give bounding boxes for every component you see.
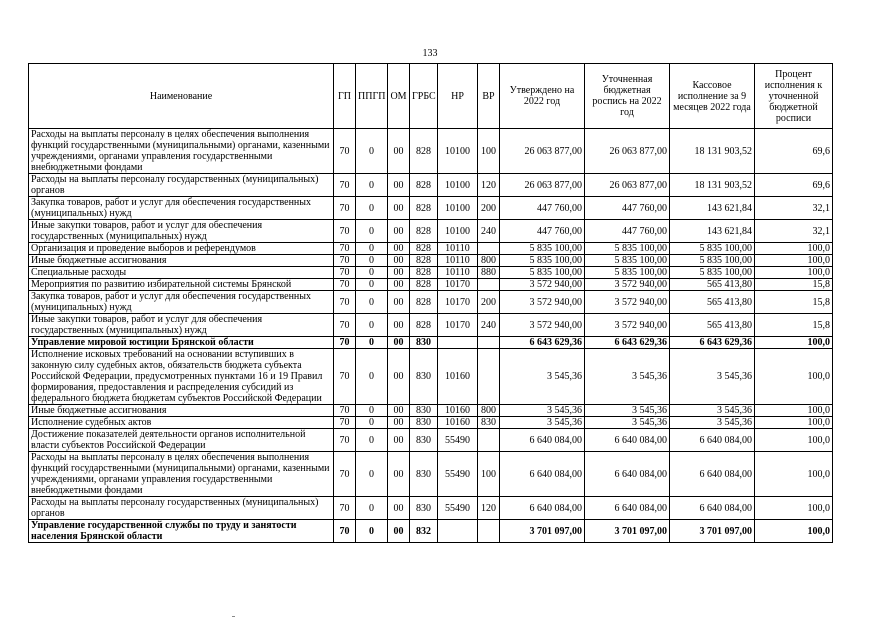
row-gp: 70 bbox=[334, 497, 356, 520]
row-name: Иные бюджетные ассигнования bbox=[29, 255, 334, 267]
row-nr: 55490 bbox=[438, 429, 478, 452]
row-ppgp: 0 bbox=[356, 314, 388, 337]
row-name: Мероприятия по развитию избирательной системы Брянской bbox=[29, 279, 334, 291]
row-percent: 32,1 bbox=[755, 220, 833, 243]
row-name: Расходы на выплаты персоналу государственных (муниципальных) органов bbox=[29, 174, 334, 197]
row-om: 00 bbox=[388, 429, 410, 452]
row-gp: 70 bbox=[334, 267, 356, 279]
row-percent: 15,8 bbox=[755, 291, 833, 314]
row-nr bbox=[438, 520, 478, 543]
row-nr: 10110 bbox=[438, 255, 478, 267]
row-om: 00 bbox=[388, 174, 410, 197]
row-refined-amount: 3 572 940,00 bbox=[585, 291, 670, 314]
row-gp: 70 bbox=[334, 279, 356, 291]
row-approved-amount: 5 835 100,00 bbox=[500, 243, 585, 255]
header-cash: Кассовое исполнение за 9 месяцев 2022 года bbox=[670, 64, 755, 129]
row-vr bbox=[478, 337, 500, 349]
row-gp: 70 bbox=[334, 129, 356, 174]
row-approved-amount: 5 835 100,00 bbox=[500, 255, 585, 267]
row-grbs: 828 bbox=[410, 291, 438, 314]
row-percent: 100,0 bbox=[755, 497, 833, 520]
row-gp: 70 bbox=[334, 255, 356, 267]
row-percent: 15,8 bbox=[755, 279, 833, 291]
row-ppgp: 0 bbox=[356, 220, 388, 243]
row-refined-amount: 3 545,36 bbox=[585, 349, 670, 405]
row-name: Исполнение исковых требований на основании вступивших в законную силу судебных актов, обязательств бюджета субъекта Российской Федерации, предусмотренных пунктами 16 и 19 Правил формирования, предоставления и распределения субсидий из федерального бюджета бюджетам субъектов Российской Федерации bbox=[29, 349, 334, 405]
row-vr: 100 bbox=[478, 452, 500, 497]
row-grbs: 830 bbox=[410, 429, 438, 452]
row-ppgp: 0 bbox=[356, 174, 388, 197]
row-vr: 120 bbox=[478, 174, 500, 197]
row-vr: 800 bbox=[478, 405, 500, 417]
row-name: Иные закупки товаров, работ и услуг для обеспечения государственных (муниципальных) нужд bbox=[29, 220, 334, 243]
row-refined-amount: 6 640 084,00 bbox=[585, 452, 670, 497]
row-vr bbox=[478, 243, 500, 255]
row-percent: 100,0 bbox=[755, 267, 833, 279]
row-refined-amount: 6 640 084,00 bbox=[585, 429, 670, 452]
row-om: 00 bbox=[388, 255, 410, 267]
row-name: Расходы на выплаты персоналу в целях обеспечения выполнения функций государственными (муниципальными) органами, казенными учреждениями, органами управления государственными внебюджетными фондами bbox=[29, 452, 334, 497]
row-ppgp: 0 bbox=[356, 279, 388, 291]
table-row bbox=[29, 452, 833, 497]
header-name: Наименование bbox=[29, 64, 334, 129]
header-om: ОМ bbox=[388, 64, 410, 129]
row-om: 00 bbox=[388, 314, 410, 337]
row-ppgp: 0 bbox=[356, 497, 388, 520]
header-gp: ГП bbox=[334, 64, 356, 129]
row-refined-amount: 3 545,36 bbox=[585, 405, 670, 417]
row-gp: 70 bbox=[334, 452, 356, 497]
row-nr: 10110 bbox=[438, 267, 478, 279]
row-name: Управление мировой юстиции Брянской области bbox=[29, 337, 334, 349]
row-ppgp: 0 bbox=[356, 255, 388, 267]
row-ppgp: 0 bbox=[356, 129, 388, 174]
row-approved-amount: 447 760,00 bbox=[500, 220, 585, 243]
row-grbs: 828 bbox=[410, 267, 438, 279]
table-row bbox=[29, 314, 833, 337]
row-approved-amount: 26 063 877,00 bbox=[500, 174, 585, 197]
header-refined: Уточненная бюджетная роспись на 2022 год bbox=[585, 64, 670, 129]
row-cash-amount: 6 643 629,36 bbox=[670, 337, 755, 349]
row-om: 00 bbox=[388, 129, 410, 174]
row-nr: 10100 bbox=[438, 174, 478, 197]
row-gp: 70 bbox=[334, 405, 356, 417]
header-nr: НР bbox=[438, 64, 478, 129]
row-vr: 800 bbox=[478, 255, 500, 267]
row-cash-amount: 565 413,80 bbox=[670, 279, 755, 291]
row-om: 00 bbox=[388, 291, 410, 314]
row-approved-amount: 3 545,36 bbox=[500, 405, 585, 417]
row-refined-amount: 5 835 100,00 bbox=[585, 267, 670, 279]
row-nr: 55490 bbox=[438, 452, 478, 497]
row-gp: 70 bbox=[334, 429, 356, 452]
row-grbs: 830 bbox=[410, 405, 438, 417]
row-percent: 100,0 bbox=[755, 243, 833, 255]
row-vr: 240 bbox=[478, 220, 500, 243]
row-percent: 32,1 bbox=[755, 197, 833, 220]
row-refined-amount: 3 701 097,00 bbox=[585, 520, 670, 543]
row-gp: 70 bbox=[334, 220, 356, 243]
row-gp: 70 bbox=[334, 337, 356, 349]
row-nr: 10100 bbox=[438, 129, 478, 174]
row-om: 00 bbox=[388, 417, 410, 429]
row-percent: 100,0 bbox=[755, 452, 833, 497]
row-nr: 10170 bbox=[438, 279, 478, 291]
row-vr: 880 bbox=[478, 267, 500, 279]
row-grbs: 828 bbox=[410, 314, 438, 337]
row-refined-amount: 26 063 877,00 bbox=[585, 174, 670, 197]
row-nr: 10100 bbox=[438, 220, 478, 243]
row-vr: 830 bbox=[478, 417, 500, 429]
row-name: Управление государственной службы по труду и занятости населения Брянской области bbox=[29, 520, 334, 543]
row-ppgp: 0 bbox=[356, 337, 388, 349]
row-approved-amount: 6 640 084,00 bbox=[500, 452, 585, 497]
row-refined-amount: 3 572 940,00 bbox=[585, 314, 670, 337]
table-row bbox=[29, 129, 833, 174]
table-row bbox=[29, 417, 833, 429]
table-row bbox=[29, 174, 833, 197]
row-gp: 70 bbox=[334, 291, 356, 314]
row-grbs: 828 bbox=[410, 279, 438, 291]
table-row bbox=[29, 267, 833, 279]
row-ppgp: 0 bbox=[356, 405, 388, 417]
row-cash-amount: 6 640 084,00 bbox=[670, 452, 755, 497]
table-row bbox=[29, 291, 833, 314]
row-gp: 70 bbox=[334, 197, 356, 220]
row-refined-amount: 6 640 084,00 bbox=[585, 497, 670, 520]
row-ppgp: 0 bbox=[356, 452, 388, 497]
row-nr: 10170 bbox=[438, 314, 478, 337]
row-vr: 100 bbox=[478, 129, 500, 174]
row-percent: 100,0 bbox=[755, 337, 833, 349]
row-grbs: 832 bbox=[410, 520, 438, 543]
row-cash-amount: 5 835 100,00 bbox=[670, 243, 755, 255]
row-vr bbox=[478, 520, 500, 543]
row-nr: 10100 bbox=[438, 197, 478, 220]
row-om: 00 bbox=[388, 452, 410, 497]
row-gp: 70 bbox=[334, 243, 356, 255]
header-ppgp: ППГП bbox=[356, 64, 388, 129]
table-row bbox=[29, 279, 833, 291]
row-vr: 120 bbox=[478, 497, 500, 520]
table-row bbox=[29, 497, 833, 520]
row-ppgp: 0 bbox=[356, 291, 388, 314]
scan-speck bbox=[232, 616, 235, 617]
row-gp: 70 bbox=[334, 314, 356, 337]
row-grbs: 828 bbox=[410, 243, 438, 255]
header-vr: ВР bbox=[478, 64, 500, 129]
row-refined-amount: 5 835 100,00 bbox=[585, 243, 670, 255]
row-percent: 100,0 bbox=[755, 405, 833, 417]
table-row-section bbox=[29, 337, 833, 349]
row-ppgp: 0 bbox=[356, 349, 388, 405]
row-cash-amount: 565 413,80 bbox=[670, 314, 755, 337]
row-approved-amount: 3 545,36 bbox=[500, 349, 585, 405]
table-row bbox=[29, 197, 833, 220]
row-cash-amount: 143 621,84 bbox=[670, 197, 755, 220]
row-nr: 10160 bbox=[438, 417, 478, 429]
row-percent: 15,8 bbox=[755, 314, 833, 337]
row-grbs: 828 bbox=[410, 197, 438, 220]
table-body bbox=[29, 129, 833, 543]
row-om: 00 bbox=[388, 405, 410, 417]
row-ppgp: 0 bbox=[356, 267, 388, 279]
row-nr: 10160 bbox=[438, 405, 478, 417]
row-name: Иные бюджетные ассигнования bbox=[29, 405, 334, 417]
row-om: 00 bbox=[388, 520, 410, 543]
header-percent: Процент исполнения к уточненной бюджетной росписи bbox=[755, 64, 833, 129]
row-cash-amount: 5 835 100,00 bbox=[670, 267, 755, 279]
row-cash-amount: 3 545,36 bbox=[670, 417, 755, 429]
row-vr: 200 bbox=[478, 197, 500, 220]
row-name: Закупка товаров, работ и услуг для обеспечения государственных (муниципальных) нужд bbox=[29, 197, 334, 220]
row-cash-amount: 18 131 903,52 bbox=[670, 129, 755, 174]
row-cash-amount: 3 545,36 bbox=[670, 349, 755, 405]
row-percent: 69,6 bbox=[755, 174, 833, 197]
row-vr: 200 bbox=[478, 291, 500, 314]
row-cash-amount: 6 640 084,00 bbox=[670, 497, 755, 520]
row-grbs: 828 bbox=[410, 174, 438, 197]
row-grbs: 830 bbox=[410, 417, 438, 429]
row-vr: 240 bbox=[478, 314, 500, 337]
row-approved-amount: 26 063 877,00 bbox=[500, 129, 585, 174]
row-nr bbox=[438, 337, 478, 349]
row-approved-amount: 3 701 097,00 bbox=[500, 520, 585, 543]
row-cash-amount: 565 413,80 bbox=[670, 291, 755, 314]
table-row-section bbox=[29, 520, 833, 543]
row-percent: 69,6 bbox=[755, 129, 833, 174]
row-name: Специальные расходы bbox=[29, 267, 334, 279]
row-vr bbox=[478, 279, 500, 291]
row-name: Закупка товаров, работ и услуг для обеспечения государственных (муниципальных) нужд bbox=[29, 291, 334, 314]
row-refined-amount: 447 760,00 bbox=[585, 220, 670, 243]
row-grbs: 830 bbox=[410, 452, 438, 497]
row-percent: 100,0 bbox=[755, 255, 833, 267]
table-row bbox=[29, 349, 833, 405]
table-row bbox=[29, 429, 833, 452]
row-om: 00 bbox=[388, 497, 410, 520]
table-header-row bbox=[29, 64, 833, 129]
header-approved: Утверждено на 2022 год bbox=[500, 64, 585, 129]
row-nr: 10110 bbox=[438, 243, 478, 255]
row-cash-amount: 3 701 097,00 bbox=[670, 520, 755, 543]
row-approved-amount: 6 640 084,00 bbox=[500, 429, 585, 452]
row-approved-amount: 6 640 084,00 bbox=[500, 497, 585, 520]
row-percent: 100,0 bbox=[755, 520, 833, 543]
row-cash-amount: 143 621,84 bbox=[670, 220, 755, 243]
row-om: 00 bbox=[388, 337, 410, 349]
row-refined-amount: 3 545,36 bbox=[585, 417, 670, 429]
row-refined-amount: 3 572 940,00 bbox=[585, 279, 670, 291]
row-cash-amount: 18 131 903,52 bbox=[670, 174, 755, 197]
header-grbs: ГРБС bbox=[410, 64, 438, 129]
row-cash-amount: 3 545,36 bbox=[670, 405, 755, 417]
budget-table bbox=[28, 63, 833, 543]
row-ppgp: 0 bbox=[356, 243, 388, 255]
row-ppgp: 0 bbox=[356, 197, 388, 220]
row-approved-amount: 3 572 940,00 bbox=[500, 279, 585, 291]
row-om: 00 bbox=[388, 267, 410, 279]
row-gp: 70 bbox=[334, 417, 356, 429]
row-cash-amount: 5 835 100,00 bbox=[670, 255, 755, 267]
row-om: 00 bbox=[388, 243, 410, 255]
row-cash-amount: 6 640 084,00 bbox=[670, 429, 755, 452]
row-grbs: 828 bbox=[410, 255, 438, 267]
row-om: 00 bbox=[388, 197, 410, 220]
row-refined-amount: 26 063 877,00 bbox=[585, 129, 670, 174]
row-vr bbox=[478, 349, 500, 405]
row-ppgp: 0 bbox=[356, 520, 388, 543]
table-row bbox=[29, 405, 833, 417]
row-refined-amount: 447 760,00 bbox=[585, 197, 670, 220]
table-row bbox=[29, 220, 833, 243]
row-approved-amount: 447 760,00 bbox=[500, 197, 585, 220]
row-grbs: 828 bbox=[410, 220, 438, 243]
row-nr: 55490 bbox=[438, 497, 478, 520]
row-grbs: 830 bbox=[410, 497, 438, 520]
row-approved-amount: 5 835 100,00 bbox=[500, 267, 585, 279]
page-number: 133 bbox=[422, 48, 438, 59]
table-row bbox=[29, 243, 833, 255]
row-grbs: 830 bbox=[410, 337, 438, 349]
row-gp: 70 bbox=[334, 349, 356, 405]
row-percent: 100,0 bbox=[755, 429, 833, 452]
row-grbs: 830 bbox=[410, 349, 438, 405]
row-grbs: 828 bbox=[410, 129, 438, 174]
row-refined-amount: 6 643 629,36 bbox=[585, 337, 670, 349]
row-vr bbox=[478, 429, 500, 452]
table-row bbox=[29, 255, 833, 267]
row-name: Исполнение судебных актов bbox=[29, 417, 334, 429]
row-om: 00 bbox=[388, 279, 410, 291]
row-approved-amount: 6 643 629,36 bbox=[500, 337, 585, 349]
row-gp: 70 bbox=[334, 174, 356, 197]
row-name: Расходы на выплаты персоналу государственных (муниципальных) органов bbox=[29, 497, 334, 520]
row-name: Расходы на выплаты персоналу в целях обеспечения выполнения функций государственными (муниципальными) органами, казенными учреждениями, органами управления государственными внебюджетными фондами bbox=[29, 129, 334, 174]
row-refined-amount: 5 835 100,00 bbox=[585, 255, 670, 267]
row-om: 00 bbox=[388, 220, 410, 243]
row-nr: 10160 bbox=[438, 349, 478, 405]
row-name: Достижение показателей деятельности органов исполнительной власти субъектов Российской Федерации bbox=[29, 429, 334, 452]
row-approved-amount: 3 572 940,00 bbox=[500, 314, 585, 337]
row-approved-amount: 3 545,36 bbox=[500, 417, 585, 429]
row-name: Организация и проведение выборов и референдумов bbox=[29, 243, 334, 255]
row-percent: 100,0 bbox=[755, 349, 833, 405]
row-ppgp: 0 bbox=[356, 417, 388, 429]
row-ppgp: 0 bbox=[356, 429, 388, 452]
row-nr: 10170 bbox=[438, 291, 478, 314]
row-percent: 100,0 bbox=[755, 417, 833, 429]
row-gp: 70 bbox=[334, 520, 356, 543]
row-approved-amount: 3 572 940,00 bbox=[500, 291, 585, 314]
row-name: Иные закупки товаров, работ и услуг для обеспечения государственных (муниципальных) нужд bbox=[29, 314, 334, 337]
row-om: 00 bbox=[388, 349, 410, 405]
